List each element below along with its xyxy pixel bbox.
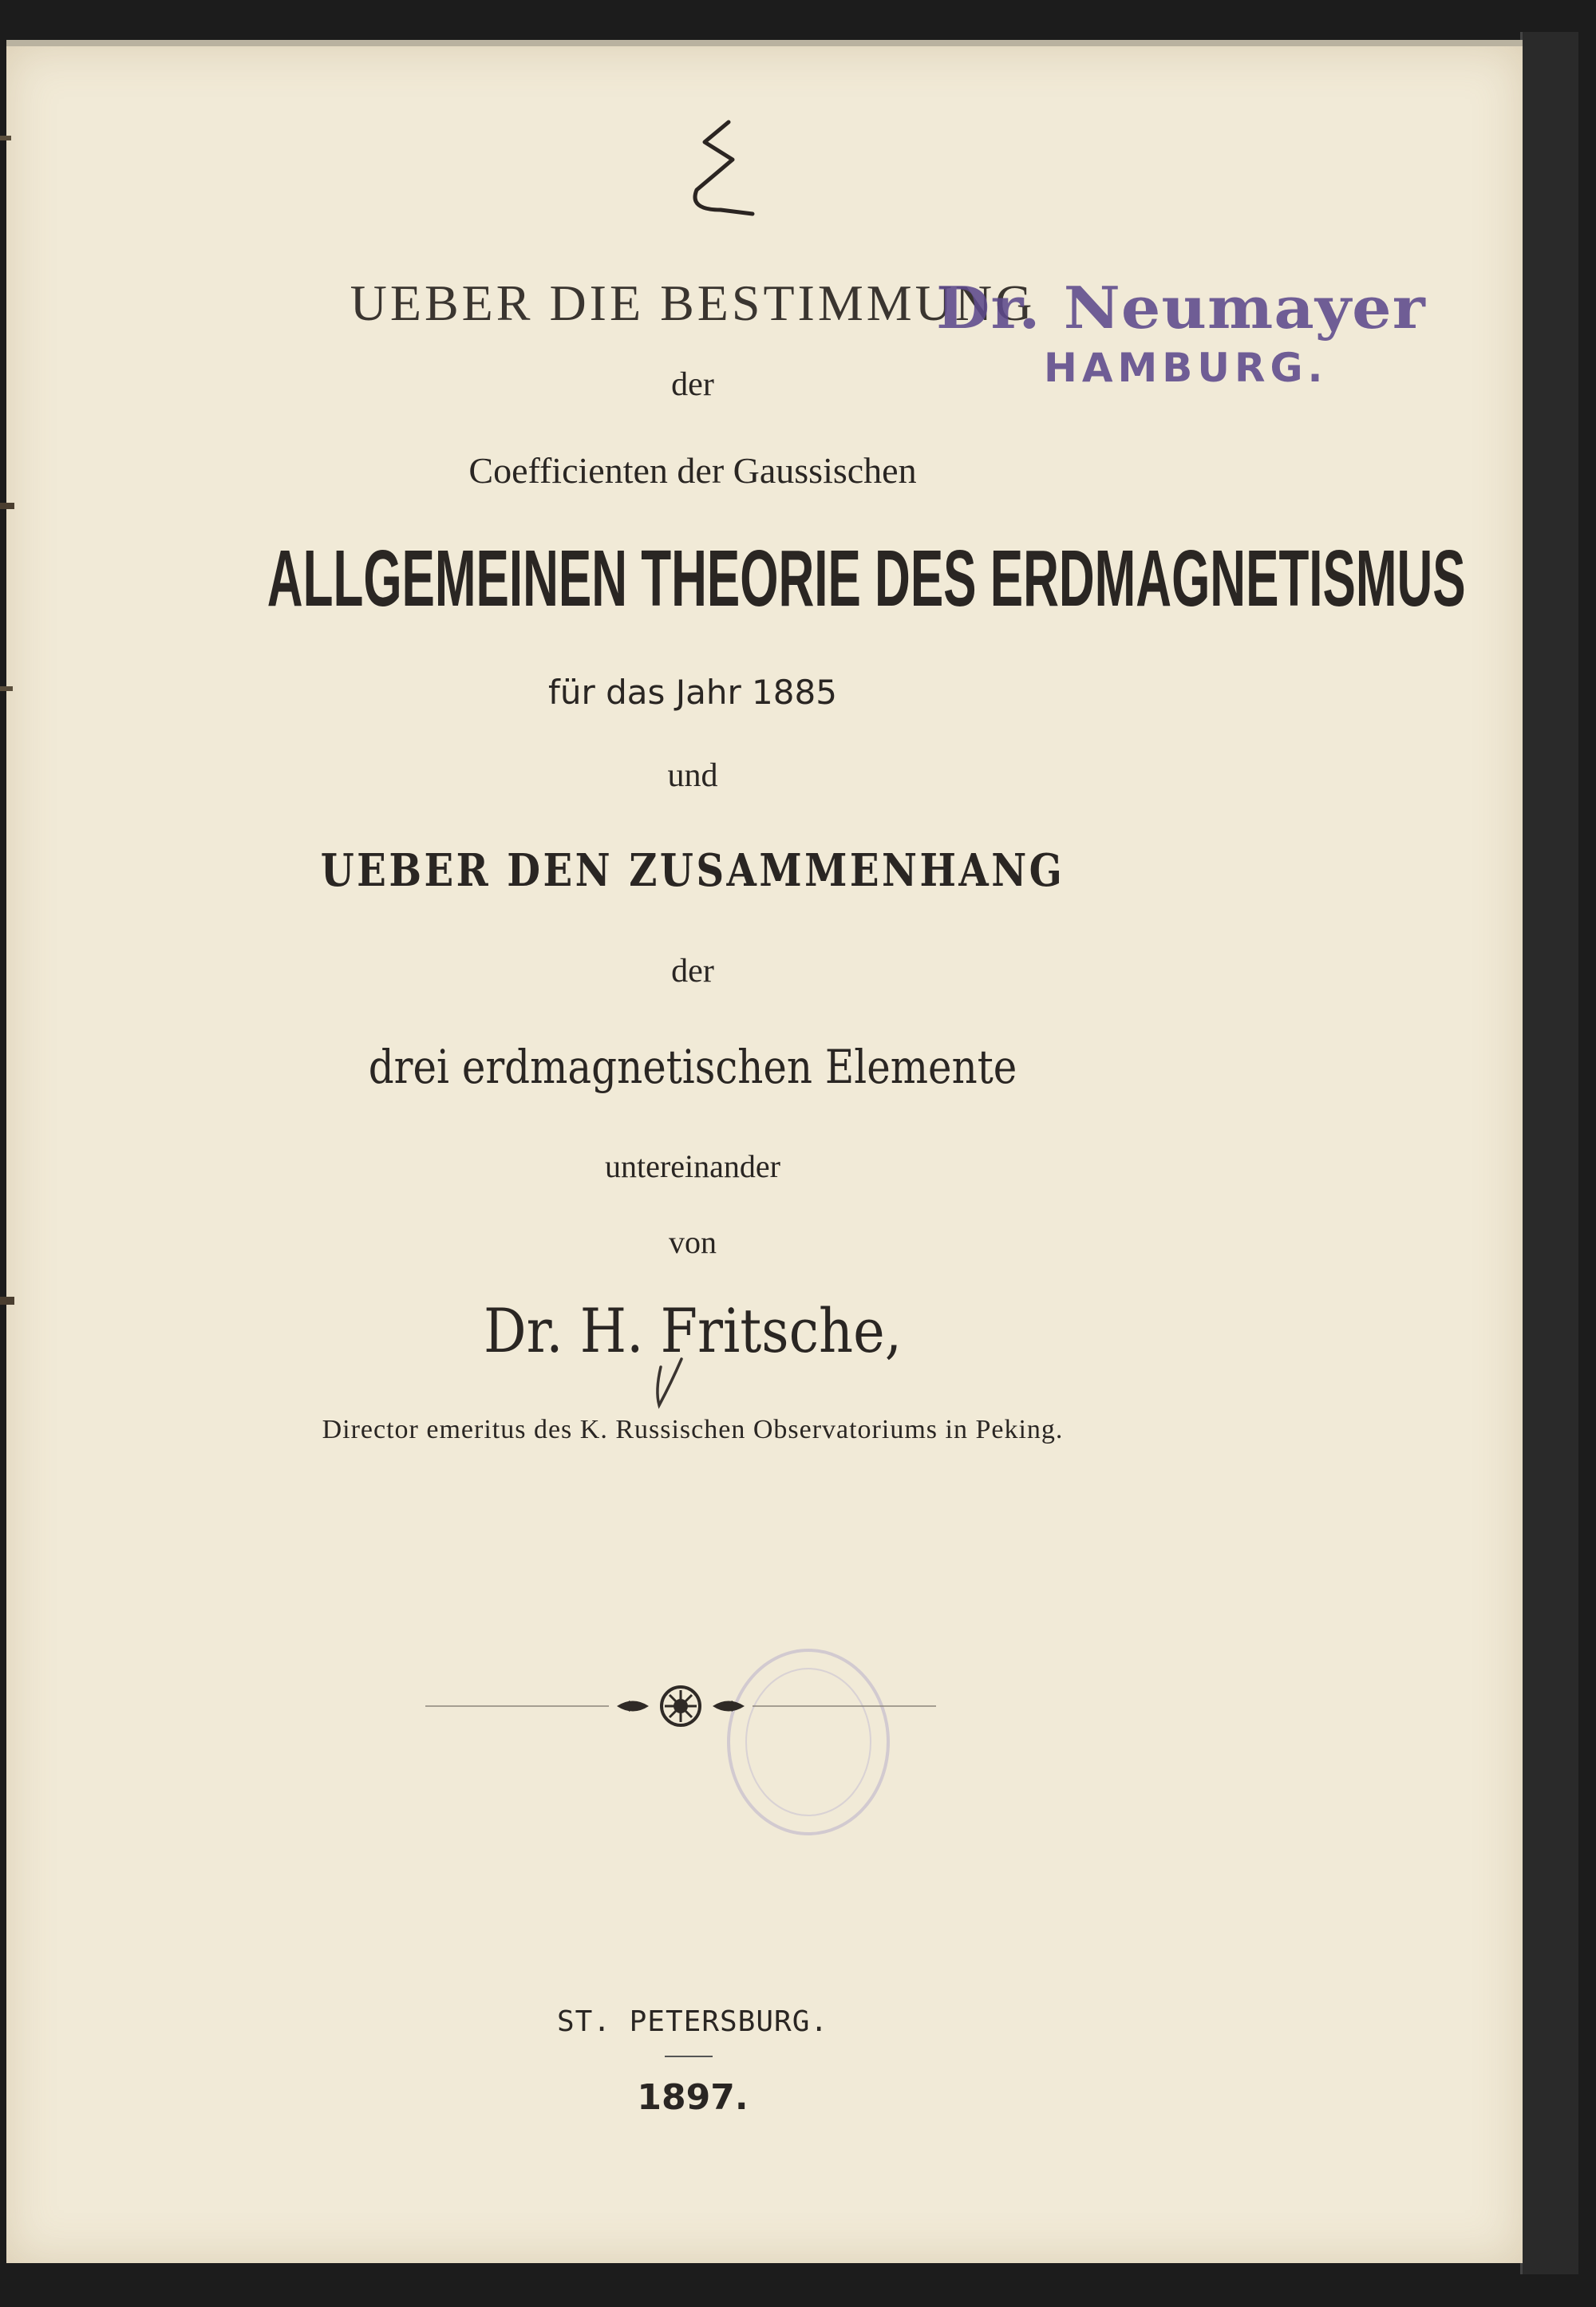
title-line-10: untereinander [605,1148,780,1184]
author-name: Dr. H. Fritsche, [484,1295,902,1366]
handwritten-check-icon [643,1351,691,1415]
title-conjunction: und [667,757,718,794]
owner-stamp [936,274,1463,391]
faded-library-stamp-icon [721,1642,896,1842]
title-line-8: der [671,953,714,990]
author-position: Director emeritus des K. Russischen Observatoriums in Peking. [322,1415,1064,1444]
title-page [6,46,1523,2263]
handwritten-mark-icon [673,110,768,246]
publication-year: 1897. [637,2077,749,2118]
book-binding-edge [1520,32,1578,2274]
publication-place: ST. PETERSBURG. [556,2005,829,2038]
title-line-2: der [671,366,714,403]
title-line-11: von [669,1224,717,1260]
left-edge-marks-icon [0,0,16,2307]
owner-stamp-name: Dr. Neumayer [936,274,1426,342]
ornament-divider-icon [425,1678,936,1734]
title-year-line: für das Jahr 1885 [548,673,837,712]
owner-stamp-city: HAMBURG. [1044,345,1328,391]
title-line-9: drei erdmagnetischen Elemente [368,1040,1017,1094]
second-title: UEBER DEN ZUSAMMENHANG [320,844,1065,897]
year-rule-divider [665,2056,713,2057]
title-line-1: UEBER DIE BESTIMMUNG [350,275,1036,331]
main-title: ALLGEMEINEN THEORIE DES ERDMAGNETISMUS [267,534,1466,623]
title-line-3: Coefficienten der Gaussischen [468,450,917,491]
